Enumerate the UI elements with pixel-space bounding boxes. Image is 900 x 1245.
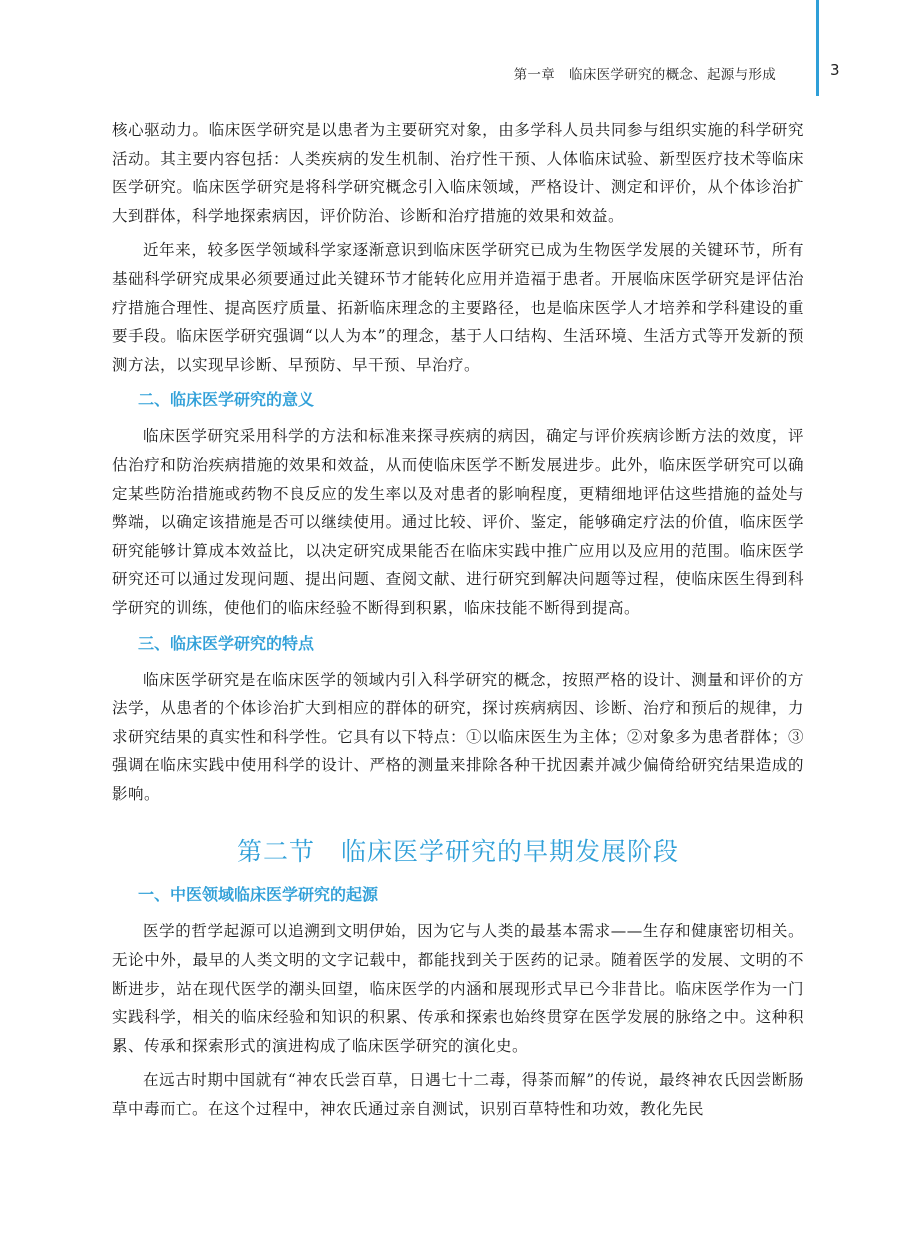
section-title: 临床医学研究的早期发展阶段	[341, 837, 680, 867]
chapter-title: 临床医学研究的概念、起源与形成	[569, 67, 776, 83]
page-body	[112, 116, 804, 1130]
header-accent-line	[816, 0, 819, 96]
page-number: 3	[830, 61, 840, 79]
heading-significance: 二、临床医学研究的意义	[138, 390, 315, 410]
chapter-label: 第一章	[513, 67, 555, 83]
paragraph-shennong: 在远古时期中国就有“神农氏尝百草，日遇七十二毒，得荼而解”的传说，最终神农氏因尝断肠草中毒而亡。在这个过程中，神农氏通过亲自测试，识别百草特性和功效，教化先民	[112, 1071, 804, 1119]
heading-tcm-origin: 一、中医领域临床医学研究的起源	[138, 885, 379, 905]
paragraph-significance: 临床医学研究采用科学的方法和标准来探寻疾病的病因，确定与评价疾病诊断方法的效度，评估治疗和防治疾病措施的效果和效益，从而使临床医学不断发展进步。此外，临床医学研究可以确定某些防治措施或药物不良反应的发生率以及对患者的影响程度，更精细地评估这些措施的益处与弊端，以确定该措施是否可以继续使用。通过比较、评价、鉴定，能够确定疗法的价值，临床医学研究能够计算成本效益比，以决定研究成果能否在临床实践中推广应用以及应用的范围。临床医学研究还可以通过发现问题、提出问题、查阅文献、进行研究到解决问题等过程，使临床医生得到科学研究的训练，使他们的临床经验不断得到积累，临床技能不断得到提高。	[112, 427, 804, 617]
paragraph-features: 临床医学研究是在临床医学的领域内引入科学研究的概念，按照严格的设计、测量和评价的方法学，从患者的个体诊治扩大到相应的群体的研究，探讨疾病病因、诊断、治疗和预后的规律，力求研究结果的真实性和科学性。它具有以下特点：①以临床医生为主体；②对象多为患者群体；③强调在临床实践中使用科学的设计、严格的测量来排除各种干扰因素并减少偏倚给研究结果造成的影响。	[112, 670, 804, 803]
section-heading	[112, 832, 804, 872]
section-number: 第二节	[236, 837, 315, 867]
paragraph-philosophy-origin: 医学的哲学起源可以追溯到文明伊始，因为它与人类的最基本需求——生存和健康密切相关。无论中外，最早的人类文明的文字记载中，都能找到关于医药的记录。随着医学的发展、文明的不断进步，站在现代医学的潮头回望，临床医学的内涵和展现形式早已今非昔比。临床医学作为一门实践科学，相关的临床经验和知识的积累、传承和探索也始终贯穿在医学发展的脉络之中。这种积累、传承和探索形式的演进构成了临床医学研究的演化史。	[112, 922, 804, 1055]
heading-features: 三、临床医学研究的特点	[138, 633, 315, 653]
paragraph-recent-years: 近年来，较多医学领域科学家逐渐意识到临床医学研究已成为生物医学发展的关键环节，所有基础科学研究成果必须要通过此关键环节才能转化应用并造福于患者。开展临床医学研究是评估治疗措施合理性、提高医疗质量、拓新临床理念的主要路径，也是临床医学人才培养和学科建设的重要手段。临床医学研究强调“以人为本”的理念，基于人口结构、生活环境、生活方式等开发新的预测方法，以实现早诊断、早预防、早干预、早治疗。	[112, 241, 804, 374]
running-head	[514, 63, 776, 83]
paragraph-core-driver: 核心驱动力。临床医学研究是以患者为主要研究对象，由多学科人员共同参与组织实施的科学研究活动。其主要内容包括：人类疾病的发生机制、治疗性干预、人体临床试验、新型医疗技术等临床医学研究。临床医学研究是将科学研究概念引入临床领域，严格设计、测定和评价，从个体诊治扩大到群体，科学地探索病因，评价防治、诊断和治疗措施的效果和效益。	[112, 121, 804, 225]
